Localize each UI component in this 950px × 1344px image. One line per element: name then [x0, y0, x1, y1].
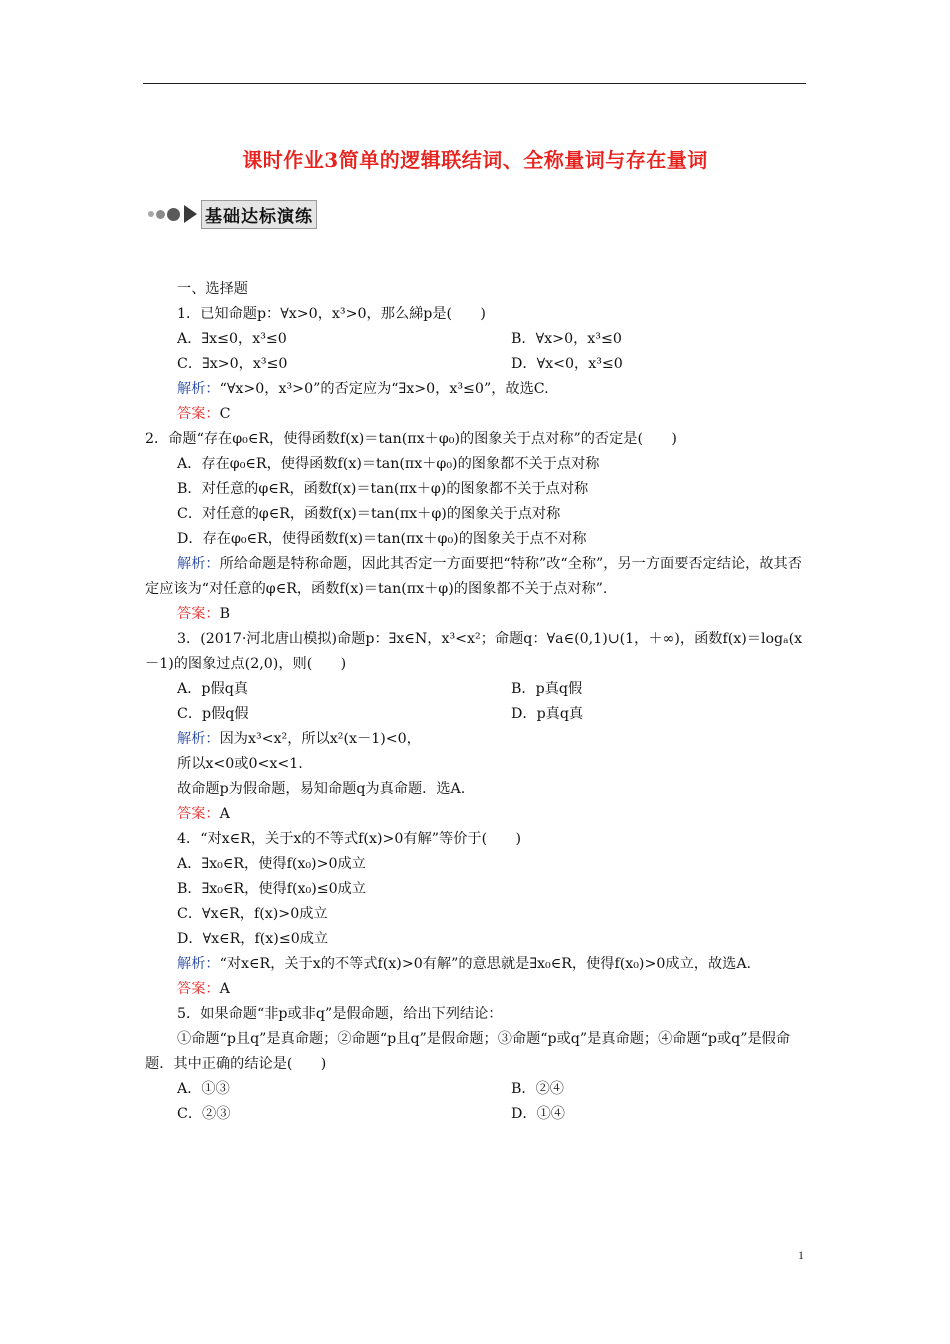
- option-d: D．存在φ₀∈R，使得函数f(x)＝tan(πx＋φ₀)的图象关于点不对称: [177, 531, 587, 547]
- solution-label: 解析：: [177, 556, 220, 572]
- answer-label: 答案：: [177, 406, 220, 422]
- header-rule: [143, 83, 806, 84]
- question-1-answer: [145, 402, 810, 427]
- question-5-options-row2: [145, 1102, 810, 1127]
- option-c: C．②③: [177, 1106, 231, 1122]
- question-2-stem: 2．命题“存在φ₀∈R，使得函数f(x)＝tan(πx＋φ₀)的图象关于点对称”的否定是( ): [145, 431, 677, 447]
- question-3-options-row1: [145, 677, 810, 702]
- option-d: D．∀x<0，x³≤0: [511, 356, 623, 372]
- option-b: B．p真q假: [511, 681, 583, 697]
- option-d: D．①④: [511, 1106, 565, 1122]
- option-c: C．∀x∈R，f(x)>0成立: [177, 906, 328, 922]
- answer-value: B: [219, 606, 231, 622]
- banner-label: 基础达标演练: [201, 200, 317, 229]
- option-d: D．∀x∈R，f(x)≤0成立: [177, 931, 329, 947]
- option-a: A．p假q真: [177, 681, 248, 697]
- option-a: A．①③: [177, 1081, 230, 1097]
- answer-label: 答案：: [177, 606, 220, 622]
- option-c: C．∃x>0，x³≤0: [177, 356, 288, 372]
- solution-text: 因为x³<x²，所以x²(x－1)<0，: [219, 731, 421, 747]
- option-d: D．p真q真: [511, 706, 584, 722]
- page-number: 1: [798, 1248, 804, 1262]
- question-5-options-row1: [145, 1077, 810, 1102]
- option-b: B．对任意的φ∈R，函数f(x)＝tan(πx＋φ)的图象都不关于点对称: [177, 481, 589, 497]
- question-2-solution: [145, 552, 810, 602]
- solution-text: 所给命题是特称命题，因此其否定一方面要把“特称”改“全称”，另一方面要否定结论，故其否定应该为“对任意的φ∈R，函数f(x)＝tan(πx＋φ)的图象都不关于点对称”.: [145, 556, 802, 597]
- question-4-answer: [145, 977, 810, 1002]
- option-b: B．∀x>0，x³≤0: [511, 331, 622, 347]
- question-2-answer: [145, 602, 810, 627]
- arrow-right-icon: [184, 205, 197, 223]
- answer-value: A: [219, 806, 230, 822]
- option-c: C．对任意的φ∈R，函数f(x)＝tan(πx＋φ)的图象关于点对称: [177, 506, 561, 522]
- answer-label: 答案：: [177, 806, 220, 822]
- option-b: B．∃x₀∈R，使得f(x₀)≤0成立: [177, 881, 367, 897]
- option-b: B．②④: [511, 1081, 564, 1097]
- question-3-solution-line2: 所以x<0或0<x<1.: [177, 756, 303, 772]
- solution-label: 解析：: [177, 731, 220, 747]
- dot-icon: [148, 211, 154, 217]
- question-4-solution: [145, 952, 810, 977]
- dot-icon: [156, 210, 165, 219]
- solution-label: 解析：: [177, 956, 220, 972]
- answer-value: C: [219, 406, 231, 422]
- dot-icon: [167, 208, 180, 221]
- document-title: 课时作业3简单的逻辑联结词、全称量词与存在量词: [242, 148, 708, 172]
- question-3-answer: [145, 802, 810, 827]
- option-a: A．∃x₀∈R，使得f(x₀)>0成立: [177, 856, 366, 872]
- question-5-statements: ①命题“p且q”是真命题；②命题“p且q”是假命题；③命题“p或q”是真命题；④命题“p或q”是假命题．其中正确的结论是( ): [145, 1031, 791, 1072]
- section-heading: 一、选择题: [177, 281, 248, 297]
- answer-value: A: [219, 981, 230, 997]
- question-4-stem: 4．“对x∈R，关于x的不等式f(x)>0有解”等价于( ): [177, 831, 522, 847]
- question-1-options-row2: [145, 352, 810, 377]
- section-banner: [148, 201, 317, 227]
- question-3-stem: 3．(2017·河北唐山模拟)命题p：∃x∈N，x³<x²；命题q：∀a∈(0,1)∪(1，＋∞)，函数f(x)＝logₐ(x－1)的图象过点(2,0)，则( ): [145, 631, 803, 672]
- question-3-options-row2: [145, 702, 810, 727]
- option-a: A．∃x≤0，x³≤0: [177, 331, 287, 347]
- solution-text: “对x∈R，关于x的不等式f(x)>0有解”的意思就是∃x₀∈R，使得f(x₀)>0成立，故选A.: [219, 956, 752, 972]
- solution-text: “∀x>0，x³>0”的否定应为“∃x>0，x³≤0”，故选C.: [219, 381, 549, 397]
- question-5-stem: 5．如果命题“非p或非q”是假命题，给出下列结论：: [177, 1006, 503, 1022]
- answer-label: 答案：: [177, 981, 220, 997]
- question-1-stem: 1．已知命题p：∀x>0，x³>0，那么綈p是( ): [177, 306, 486, 322]
- question-1-options-row1: [145, 327, 810, 352]
- solution-label: 解析：: [177, 381, 220, 397]
- exercise-content: [145, 277, 810, 1127]
- question-3-solution: [145, 727, 810, 752]
- option-a: A．存在φ₀∈R，使得函数f(x)＝tan(πx＋φ₀)的图象都不关于点对称: [177, 456, 600, 472]
- option-c: C．p假q假: [177, 706, 249, 722]
- question-3-solution-line3: 故命题p为假命题，易知命题q为真命题．选A.: [177, 781, 466, 797]
- question-1-solution: [145, 377, 810, 402]
